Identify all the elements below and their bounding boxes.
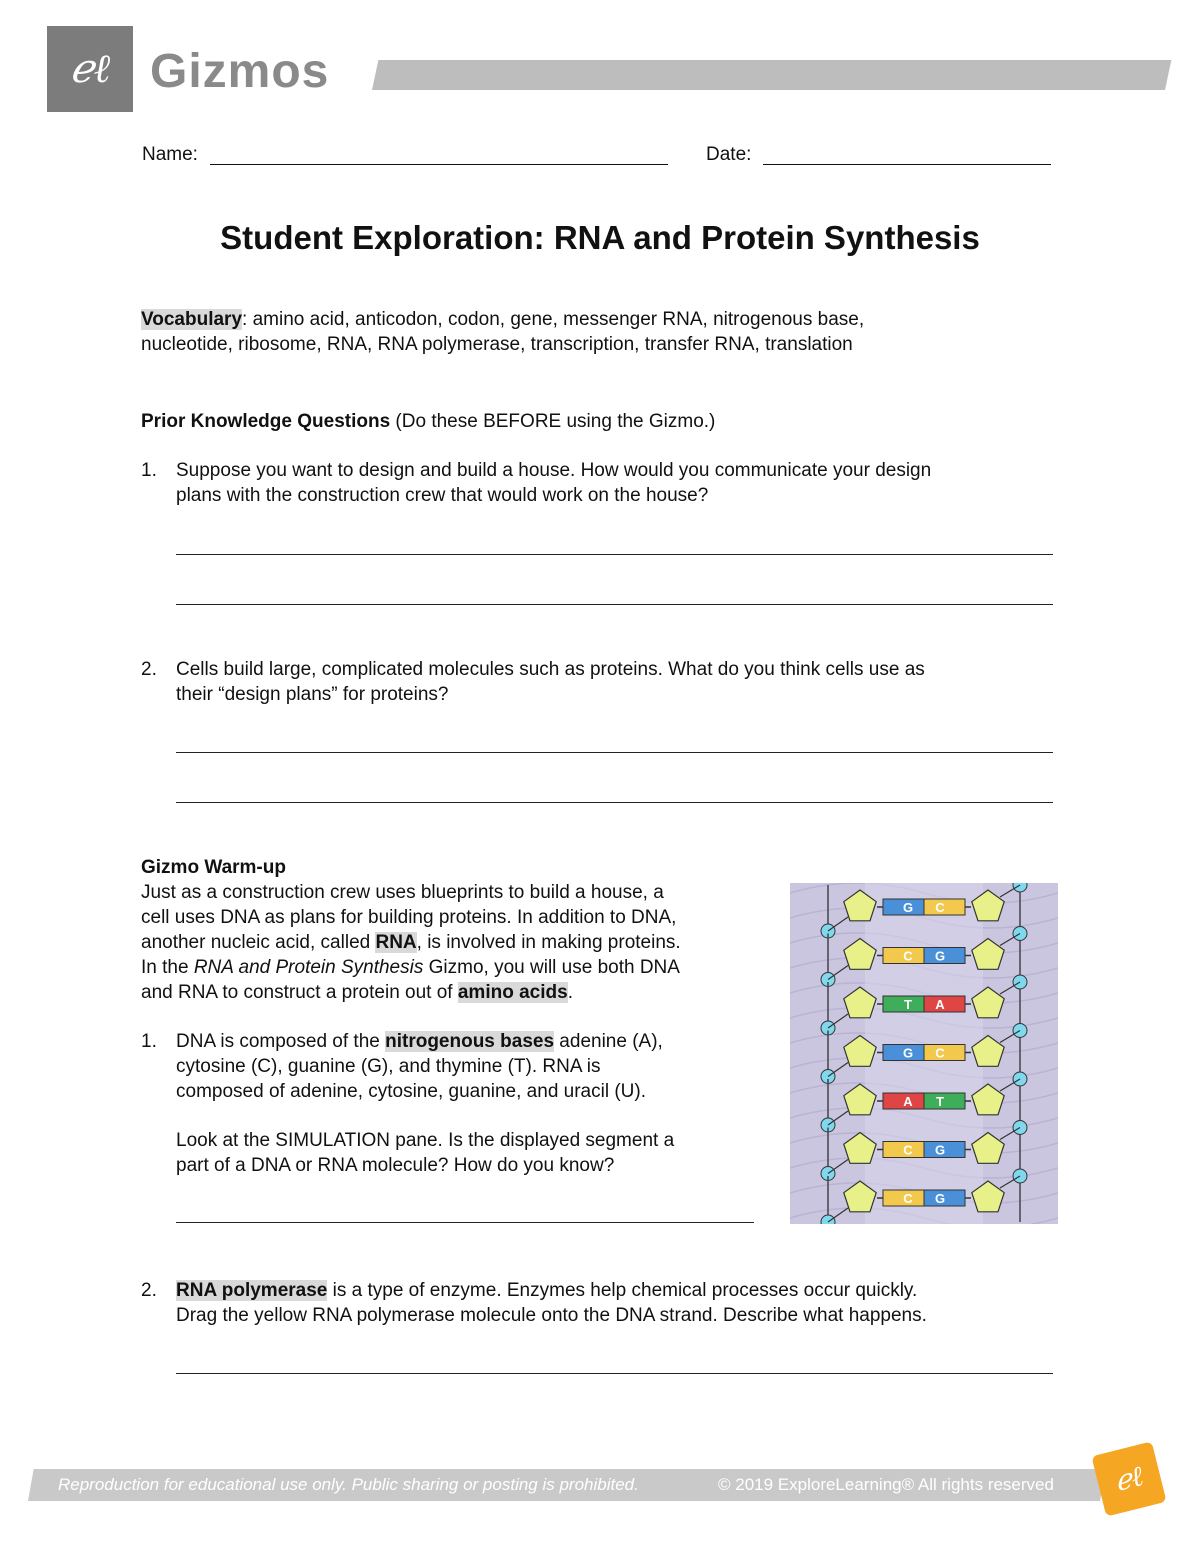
question-line: Suppose you want to design and build a house. How would you communicate your design (176, 460, 932, 481)
name-field[interactable] (210, 144, 668, 165)
page-title: Student Exploration: RNA and Protein Synthesis (220, 219, 980, 256)
warmup-line: Gizmo, you will use both DNA (423, 957, 680, 978)
explorelearning-footer-logo-icon: ℯℓ (1091, 1441, 1166, 1516)
question-number: 1. (141, 460, 157, 481)
answer-line[interactable] (176, 1373, 1053, 1374)
base-letter: T (936, 1094, 944, 1109)
answer-line[interactable] (176, 752, 1053, 753)
question-line: DNA is composed of the (176, 1031, 386, 1052)
question-line: their “design plans” for proteins? (176, 684, 449, 705)
footer-copyright: © 2019 ExploreLearning® All rights reserved (718, 1475, 1054, 1494)
vocabulary-text-1: : amino acid, anticodon, codon, gene, messenger RNA, nitrogenous base, (242, 309, 865, 330)
base-letter: G (902, 1045, 914, 1061)
question-line: composed of adenine, cytosine, guanine, and uracil (U). (176, 1081, 646, 1102)
question-line: adenine (A), (554, 1031, 663, 1052)
phosphate-icon (821, 1215, 835, 1224)
warmup-line: . (567, 982, 573, 1003)
vocab-term: amino acids (457, 982, 568, 1003)
answer-line[interactable] (176, 1222, 754, 1223)
date-label: Date: (706, 144, 752, 165)
warmup-line: , is involved in making proteins. (416, 932, 681, 953)
warmup-heading: Gizmo Warm-up (141, 857, 286, 878)
question-number: 2. (141, 659, 157, 680)
question-number: 2. (141, 1280, 157, 1301)
question-line: cytosine (C), guanine (G), and thymine (T). RNA is (176, 1056, 601, 1077)
base-letter: T (904, 997, 912, 1012)
prior-knowledge-note: (Do these BEFORE using the Gizmo.) (390, 411, 716, 432)
vocabulary-block (141, 307, 1081, 357)
warmup-line: and RNA to construct a protein out of (141, 982, 458, 1003)
question-line: Cells build large, complicated molecules such as proteins. What do you think cells use as (176, 659, 925, 680)
vocabulary-text-2: nucleotide, ribosome, RNA, RNA polymerase, transcription, transfer RNA, translation (141, 334, 853, 355)
footer-disclaimer: Reproduction for educational use only. Public sharing or posting is prohibited. (58, 1475, 639, 1494)
nitrogenous-base (924, 1093, 965, 1109)
prior-knowledge-title: Prior Knowledge Questions (141, 411, 391, 432)
vocabulary-label: Vocabulary (141, 309, 243, 330)
dna-illustration (790, 883, 1058, 1224)
base-letter: G (934, 948, 946, 964)
question-line: is a type of enzyme. Enzymes help chemical processes occur quickly. (327, 1280, 918, 1301)
question-number: 1. (141, 1031, 157, 1052)
gizmo-name: RNA and Protein Synthesis (193, 957, 424, 978)
base-letter: G (934, 1142, 946, 1158)
base-letter: C (903, 1142, 913, 1158)
warmup-line: In the (141, 957, 194, 978)
warmup-line: another nucleic acid, called (141, 932, 376, 953)
warmup-line: cell uses DNA as plans for building proteins. In addition to DNA, (141, 907, 677, 928)
prior-knowledge-heading (141, 409, 715, 434)
vocab-term: RNA (375, 932, 417, 953)
question-text (176, 1029, 776, 1104)
base-letter: C (935, 900, 945, 915)
question-text (176, 458, 1076, 508)
answer-line[interactable] (176, 604, 1053, 605)
answer-line[interactable] (176, 554, 1053, 555)
warmup-line: Just as a construction crew uses blueprints to build a house, a (141, 882, 664, 903)
warmup-intro (141, 880, 781, 1005)
question-line: part of a DNA or RNA molecule? How do you know? (176, 1155, 615, 1176)
base-letter: A (903, 1094, 913, 1109)
dna-simulation-image (790, 883, 1058, 1224)
base-letter: C (935, 1045, 945, 1061)
base-letter: C (903, 948, 913, 964)
question-text (176, 1128, 776, 1178)
explorelearning-logo-icon: ℯℓ (69, 46, 111, 92)
brand-title: Gizmos (150, 45, 330, 98)
base-letter: A (935, 997, 945, 1012)
name-label: Name: (142, 144, 198, 165)
date-field[interactable] (763, 144, 1051, 165)
question-line: Look at the SIMULATION pane. Is the displayed segment a (176, 1130, 675, 1151)
question-line: Drag the yellow RNA polymerase molecule onto the DNA strand. Describe what happens. (176, 1305, 927, 1326)
vocab-term: RNA polymerase (176, 1280, 328, 1301)
base-letter: G (902, 900, 914, 915)
base-letter: G (934, 1191, 946, 1206)
question-text (176, 1278, 1076, 1328)
question-text (176, 657, 1076, 707)
question-line: plans with the construction crew that would work on the house? (176, 485, 709, 506)
vocab-term: nitrogenous bases (385, 1031, 555, 1052)
answer-line[interactable] (176, 802, 1053, 803)
base-letter: C (903, 1191, 913, 1206)
header-bar (372, 60, 1171, 90)
